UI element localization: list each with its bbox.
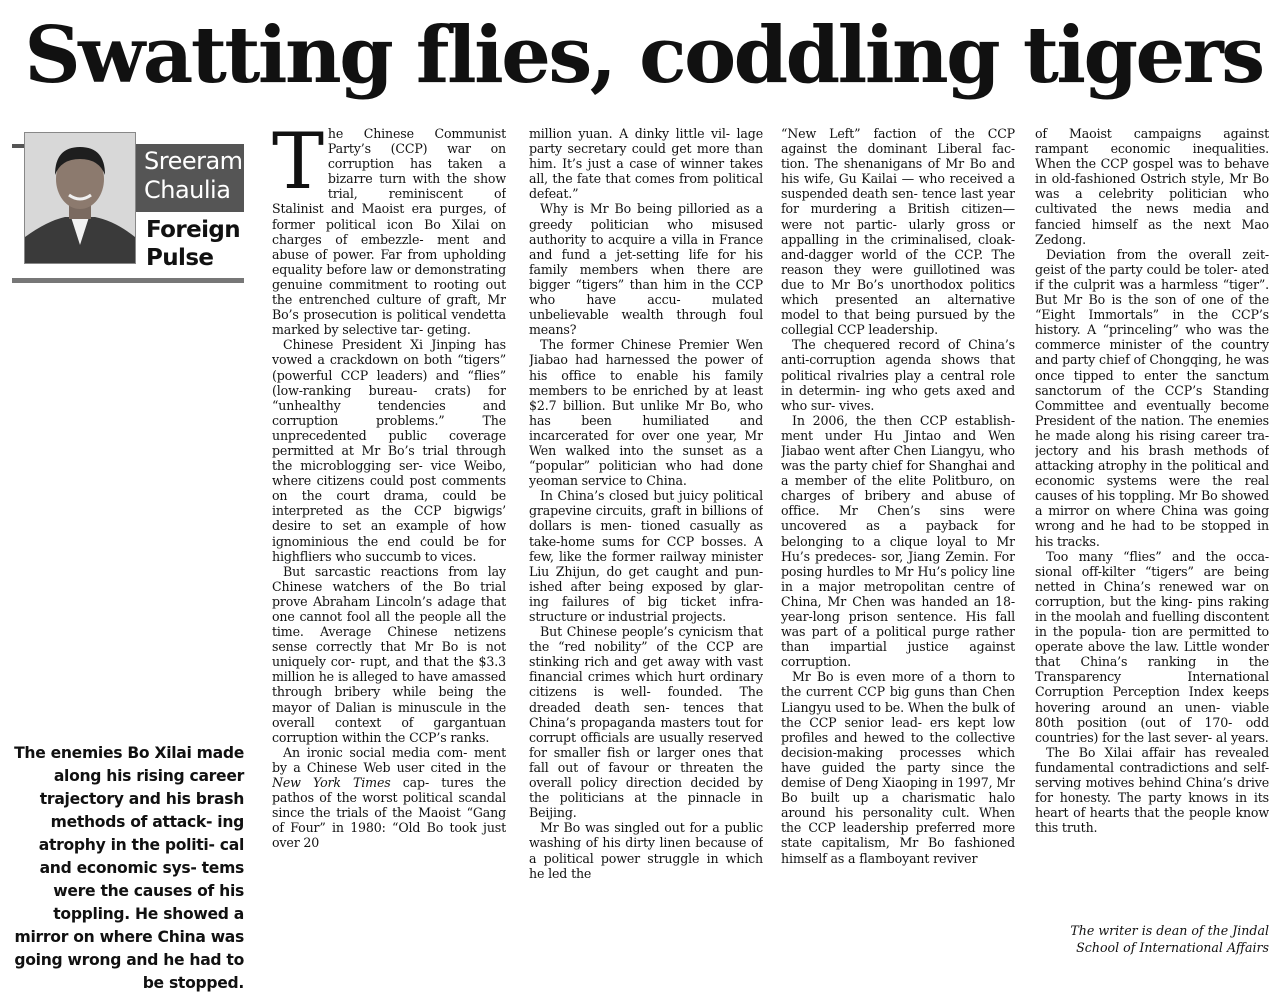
paragraph-text: he Chinese Communist Party’s (CCP) war on corruption has taken a bizarre turn with the show trial, reminiscent of Stalinist and Maoist era purges, of former political icon Bo Xilai on charges of embezzle- ment and abuse of power. Far from upholding equality before law or demonstrating genuine commitment to rooting out the entrenched culture of graft, Mr Bo’s prosecution is political vendetta marked by selective tar- geting. (272, 126, 506, 338)
author-photo (24, 132, 136, 264)
article-paragraph (272, 745, 506, 851)
pull-quote: The enemies Bo Xilai made along his rising career trajectory and his brash methods of attack- ing atrophy in the politi- cal and economic sys- tems were the causes of his toppling. He showed a mirror on where China was going wrong and he had to be stopped. (14, 744, 244, 992)
article-paragraph: In China’s closed but juicy political grapevine circuits, graft in billions of dollars is men- tioned casually as take-home sums for CCP bosses. A few, like the former railway minister Liu Zhijun, do get caught and pun- ished after being exposed by glar- ing failures of big ticket infra- structure or industrial projects. (529, 488, 763, 624)
author-portrait-icon (25, 133, 135, 263)
column-title-line2: Pulse (146, 245, 214, 271)
signoff-line2: School of International Affairs (1076, 940, 1269, 955)
article-paragraph: The chequered record of China’s anti-corruption agenda shows that political rivalries play a central role in determin- ing who gets axed and who sur- vives. (781, 337, 1015, 413)
byline-bottom-rule (12, 278, 244, 283)
column-title (146, 216, 246, 272)
article-paragraph: Chinese President Xi Jinping has vowed a crackdown on both “tigers” (powerful CCP leaders) and “flies” (low-ranking bureau- crats) for “unhealthy tendencies and corruption problems.” The unprecedented public coverage permitted at Mr Bo’s trial through the microblogging ser- vice Weibo, where citizens could post comments on the court drama, could be interpreted as the CCP bigwigs’ desire to set an example of how ignominious the end could be for highfliers who succumb to vices. (272, 337, 506, 564)
article-paragraph: Why is Mr Bo being pilloried as a greedy politician who misused authority to acquire a villa in France and fund a jet-setting life for his family members when there are bigger “tigers” than him in the CCP who have accu- mulated unbelievable wealth through foul means? (529, 201, 763, 338)
article-column-1 (272, 126, 506, 960)
article-paragraph: The former Chinese Premier Wen Jiabao had harnessed the power of his office to enable his family members to be enriched by at least $2.7 billion. But unlike Mr Bo, who has been humiliated and incarcerated for over one year, Mr Wen walked into the sunset as a “popular” politician who had done yeoman service to China. (529, 337, 763, 489)
author-first-name: Sreeram (144, 147, 243, 175)
article-column-2 (529, 126, 763, 960)
author-name (136, 144, 244, 212)
article-paragraph: Deviation from the overall zeit- geist of the party could be toler- ated if the culprit was a harmless “tiger”. But Mr Bo is the son of one of the “Eight Immortals” in the CCP’s history. A “princeling” who was the commerce minister of the country and party chief of Chongqing, he was once tipped to enter the sanctum sanctorum of the CCP’s Standing Committee and eventually become President of the nation. The enemies he made along his rising career tra- jectory and his brash methods of attacking atrophy in the political and economic systems were the real causes of his toppling. Mr Bo showed a mirror on where China was going wrong and he had to be stopped in his tracks. (1035, 246, 1269, 549)
article-paragraph: Mr Bo is even more of a thorn to the current CCP big guns than Chen Liangyu used to be. When the bulk of the CCP senior lead- ers kept low profiles and hewed to the collective decision-making processes which have guided the party since the demise of Deng Xiaoping in 1997, Mr Bo built up a charismatic halo around his personality cult. When the CCP leadership preferred more state capitalism, Mr Bo fashioned himself as a flamboyant reviver (781, 669, 1015, 866)
article-paragraph: But Chinese people’s cynicism that the “red nobility” of the CCP are stinking rich and get away with vast financial crimes which hurt ordinary citizens is well- founded. The dreaded death sen- tences that China’s propaganda masters tout for corrupt officials are usually reserved for smaller fish or larger ones that fall out of favour or threaten the overall policy direction decided by the politicians at the pinnacle in Beijing. (529, 624, 763, 821)
article-paragraph: Mr Bo was singled out for a public washing of his dirty linen because of a political power struggle in which he led the (529, 820, 763, 881)
article-paragraph: In 2006, the then CCP establish- ment under Hu Jintao and Wen Jiabao went after Chen Liangyu, who was the party chief for Shanghai and a member of the elite Politburo, on charges of bribery and abuse of office. Mr Chen’s sins were uncovered as a payback for belonging to a clique loyal to Mr Hu’s predeces- sor, Jiang Zemin. For posing hurdles to Mr Hu’s policy line in a major metropolitan centre of China, Mr Chen was handed an 18-year-long prison sentence. His fall was part of a political purge rather than impartial justice against corruption. (781, 412, 1015, 670)
article-paragraph: million yuan. A dinky little vil- lage party secretary could get more than him. It’s just a case of winner takes all, the fate that comes from political defeat.” (529, 126, 763, 202)
column-title-line1: Foreign (146, 217, 241, 243)
article-column-4 (1035, 126, 1269, 960)
paragraph-text: An ironic social media com- ment by a Chinese Web user cited in the (272, 744, 506, 775)
article-column-3 (781, 126, 1015, 960)
article-paragraph: “New Left” faction of the CCP against the dominant Liberal fac- tion. The shenanigans of Mr Bo and his wife, Gu Kailai — who received a suspended death sen- tence last year for murdering a British citizen— were not partic- ularly gross or appalling in the criminalised, cloak-and-dagger world of the CCP. The reason they were guillotined was due to Mr Bo’s unorthodox politics which presented an alternative model to that being pursued by the collegial CCP leadership. (781, 126, 1015, 338)
paragraph-text: cap- tures the pathos of the worst political scandal since the trials of the Maoist “Gang of Four” in 1980: “Old Bo took just over 20 (272, 775, 506, 851)
article-paragraph (272, 126, 506, 337)
headline: Swatting flies, coddling tigers (24, 10, 1263, 101)
article-paragraph: Too many “flies” and the occa- sional off-kilter “tigers” are being netted in China’s renewed war on corruption, but the king- pins raking in the moolah and fuelling discontent in the popula- tion are permitted to operate above the law. Little wonder that China’s ranking in the Transparency International Corruption Perception Index keeps hovering around an unen- viable 80th position (out of 170- odd countries) for the last sever- al years. (1035, 548, 1269, 745)
article-paragraph: of Maoist campaigns against rampant economic inequalities. When the CCP gospel was to behave in old-fashioned Ostrich style, Mr Bo was a celebrity politician who cultivated the news media and fancied himself as the next Mao Zedong. (1035, 126, 1269, 247)
signoff-line1: The writer is dean of the Jindal (1070, 923, 1269, 938)
columnist-box (12, 132, 244, 284)
drop-cap: T (272, 126, 324, 207)
publication-name: New York Times (272, 775, 391, 791)
author-signoff (1035, 922, 1269, 956)
article-paragraph: The Bo Xilai affair has revealed fundamental contradictions and self-serving motives behind China’s drive for honesty. The party knows in its heart of hearts that the people know this truth. (1035, 744, 1269, 836)
article-paragraph: But sarcastic reactions from lay Chinese watchers of the Bo trial prove Abraham Lincoln’s adage that one cannot fool all the people all the time. Average Chinese netizens sense correctly that Mr Bo is not uniquely cor- rupt, and that the $3.3 million he is alleged to have amassed through bribery while being the mayor of Dalian is minuscule in the overall context of gargantuan corruption within the CCP’s ranks. (272, 563, 506, 745)
author-last-name: Chaulia (144, 176, 231, 204)
